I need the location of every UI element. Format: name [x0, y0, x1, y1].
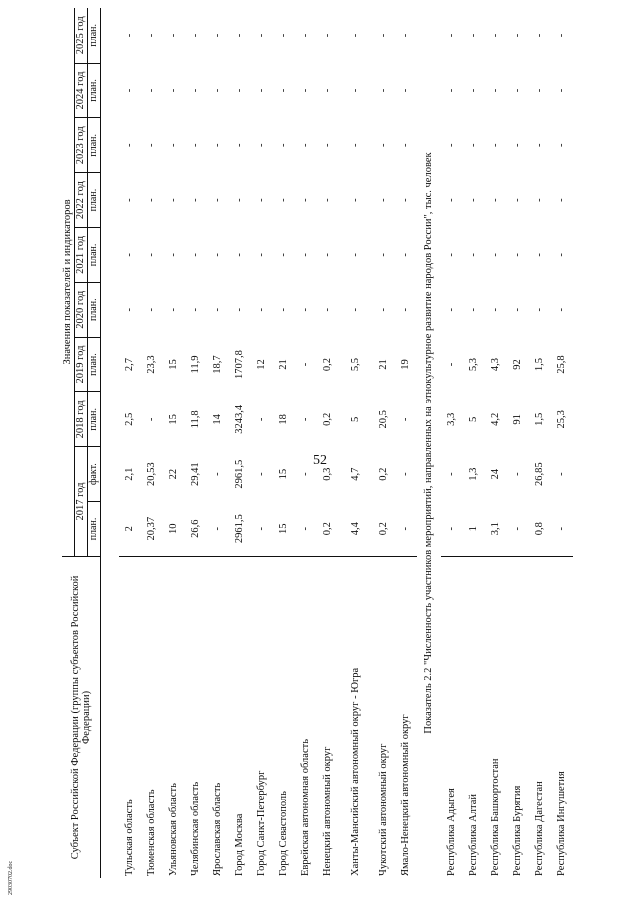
value-cell: - — [212, 33, 223, 38]
table-row — [529, 8, 551, 878]
value-cell: 29,41 — [190, 462, 201, 486]
value-cell: 2,5 — [124, 412, 135, 426]
region-name: Еврейская автономная область — [300, 739, 311, 876]
value-cell: 23,3 — [146, 355, 157, 374]
value-cell: 92 — [512, 359, 523, 370]
value-cell: - — [446, 88, 457, 93]
value-cell: 1 — [463, 502, 485, 557]
value-cell: 5 — [468, 416, 479, 422]
value-cell: 15 — [168, 359, 179, 370]
value-cell: - — [212, 198, 223, 202]
value-cell: 3243,4 — [234, 404, 245, 434]
year-header: 2021 год — [75, 228, 88, 283]
page-number: 52 — [313, 453, 327, 468]
value-cell: - — [124, 253, 135, 257]
value-cell: 25,3 — [556, 410, 567, 429]
value-cell: - — [278, 88, 289, 93]
value-cell: - — [400, 33, 411, 38]
value-cell: - — [512, 88, 523, 93]
value-cell: - — [278, 307, 289, 312]
value-cell: 10 — [163, 502, 185, 557]
year-header: 2024 год — [75, 63, 88, 118]
value-cell: - — [256, 253, 267, 257]
value-cell: - — [378, 253, 389, 257]
value-cell: 18,7 — [212, 355, 223, 374]
table-row — [507, 8, 529, 878]
value-cell: - — [446, 198, 457, 202]
value-cell: - — [512, 143, 523, 148]
region-name: Республика Алтай — [468, 793, 479, 876]
value-cell: - — [490, 253, 501, 257]
table-row — [463, 8, 485, 878]
value-cell: 5 — [350, 416, 361, 422]
subheader-cell: план. — [88, 392, 101, 447]
subheader-cell: план. — [88, 173, 101, 228]
table-row — [295, 8, 317, 878]
value-cell: 11,8 — [190, 410, 201, 429]
value-cell: - — [446, 143, 457, 148]
region-name: Ярославская область — [212, 782, 223, 876]
value-cell: 11,9 — [190, 355, 201, 374]
subheader-cell: план. — [88, 502, 101, 557]
value-cell: - — [322, 88, 333, 93]
value-cell: - — [234, 198, 245, 202]
table-row — [551, 8, 573, 878]
value-cell: - — [350, 88, 361, 93]
value-cell: - — [490, 307, 501, 312]
value-cell: - — [168, 33, 179, 38]
year-header: 2018 год — [75, 392, 88, 447]
value-cell: - — [124, 33, 135, 38]
table-row — [163, 8, 185, 878]
value-cell: - — [468, 253, 479, 257]
table-row — [317, 8, 339, 878]
value-cell: - — [322, 307, 333, 312]
value-cell: - — [300, 143, 311, 148]
value-cell: 0,2 — [317, 502, 339, 557]
value-cell: - — [534, 253, 545, 257]
indicator-caption: Показатель 2.2 "Численность участников мероприятий, направленных на этнокультурное развитие народов России", тыс. человек — [423, 152, 434, 734]
value-cell: - — [400, 417, 411, 422]
value-cell: - — [300, 253, 311, 257]
value-cell: - — [350, 198, 361, 202]
table-row — [251, 8, 273, 878]
value-cell: - — [551, 502, 573, 557]
region-name: Ульяновская область — [168, 783, 179, 876]
indicators-table — [62, 8, 573, 878]
value-cell: - — [300, 307, 311, 312]
value-cell: - — [556, 88, 567, 93]
value-cell: - — [556, 143, 567, 148]
value-cell: - — [534, 198, 545, 202]
value-cell: - — [400, 472, 411, 476]
value-cell: 0,3 — [322, 467, 333, 481]
table-row — [485, 8, 507, 878]
value-cell: - — [295, 502, 317, 557]
document-code: 29030702.doc — [8, 860, 14, 895]
value-cell: - — [212, 472, 223, 476]
region-name: Тульская область — [124, 799, 135, 876]
value-cell: - — [512, 307, 523, 312]
subheader-cell: план. — [88, 282, 101, 337]
value-cell: 0,2 — [373, 502, 395, 557]
value-cell: - — [446, 33, 457, 38]
value-cell: 91 — [512, 414, 523, 425]
value-cell: - — [534, 88, 545, 93]
value-cell: - — [378, 198, 389, 202]
value-cell: - — [278, 198, 289, 202]
value-cell: - — [446, 362, 457, 367]
value-cell: - — [190, 143, 201, 148]
value-cell: 1,5 — [534, 412, 545, 426]
value-cell: - — [278, 33, 289, 38]
value-cell: - — [490, 33, 501, 38]
value-cell: - — [512, 198, 523, 202]
value-cell: 26,6 — [185, 502, 207, 557]
value-cell: - — [300, 88, 311, 93]
value-cell: - — [146, 33, 157, 38]
value-cell: - — [146, 88, 157, 93]
region-name: Чукотский автономный округ — [378, 743, 389, 876]
value-cell: - — [378, 307, 389, 312]
region-name: Республика Адыгея — [446, 788, 457, 876]
value-cell: 18 — [278, 414, 289, 425]
value-cell: 20,5 — [378, 410, 389, 429]
region-name: Челябинская область — [190, 781, 201, 876]
value-cell: - — [212, 88, 223, 93]
value-cell: 15 — [278, 468, 289, 480]
region-name: Республика Дагестан — [534, 781, 545, 876]
values-header: Значения показателей и индикаторов — [62, 8, 75, 556]
table-row — [119, 8, 141, 878]
value-cell: - — [234, 143, 245, 148]
table-row — [141, 8, 163, 878]
value-cell: 3,1 — [485, 502, 507, 557]
value-cell: - — [256, 143, 267, 148]
value-cell: - — [190, 33, 201, 38]
value-cell: - — [556, 307, 567, 312]
value-cell: 0,2 — [378, 467, 389, 481]
value-cell: - — [556, 472, 567, 476]
value-cell: 2961,5 — [234, 459, 245, 489]
subheader-cell: план. — [88, 8, 101, 63]
subheader-cell: план. — [88, 228, 101, 283]
value-cell: - — [446, 472, 457, 476]
value-cell: 21 — [378, 359, 389, 370]
value-cell: 2 — [119, 502, 141, 557]
value-cell: - — [378, 88, 389, 93]
value-cell: - — [400, 253, 411, 257]
value-cell: 24 — [490, 468, 501, 480]
table-body — [101, 8, 574, 878]
value-cell: - — [507, 502, 529, 557]
value-cell: 25,8 — [556, 355, 567, 374]
value-cell: - — [300, 417, 311, 422]
value-cell: - — [124, 307, 135, 312]
value-cell: - — [256, 33, 267, 38]
value-cell: 15 — [273, 502, 295, 557]
region-name: Город Санкт-Петербург — [256, 770, 267, 876]
value-cell: - — [534, 143, 545, 148]
value-cell: - — [146, 198, 157, 202]
region-name: Республика Бурятия — [512, 785, 523, 876]
value-cell: - — [168, 307, 179, 312]
value-cell: 19 — [400, 359, 411, 370]
value-cell: 0,2 — [322, 412, 333, 426]
value-cell: 5,5 — [350, 357, 361, 372]
value-cell: - — [512, 253, 523, 257]
value-cell: 2,1 — [124, 467, 135, 481]
value-cell: - — [234, 88, 245, 93]
table-row — [273, 8, 295, 878]
region-name: Город Севастополь — [278, 791, 289, 876]
year-header: 2025 год — [75, 8, 88, 63]
value-cell: - — [256, 198, 267, 202]
value-cell: - — [278, 143, 289, 148]
region-name: Город Москва — [234, 813, 245, 876]
table-row — [373, 8, 395, 878]
value-cell: - — [207, 502, 229, 557]
region-name: Ямало-Ненецкий автономный округ — [400, 714, 411, 876]
value-cell: 12 — [256, 359, 267, 370]
value-cell: - — [400, 143, 411, 148]
value-cell: - — [146, 307, 157, 312]
value-cell: 1,5 — [534, 357, 545, 372]
value-cell: - — [146, 253, 157, 257]
value-cell: - — [468, 307, 479, 312]
value-cell: 1,3 — [468, 467, 479, 481]
value-cell: 20,53 — [146, 462, 157, 486]
value-cell: - — [322, 198, 333, 202]
region-name: Республика Ингушетия — [556, 771, 567, 876]
spacer-row — [101, 8, 120, 878]
indicator-row — [417, 8, 441, 878]
value-cell: - — [395, 502, 417, 557]
value-cell: - — [490, 88, 501, 93]
value-cell: - — [446, 307, 457, 312]
value-cell: 0,2 — [322, 357, 333, 372]
value-cell: 0,8 — [529, 502, 551, 557]
table-row — [441, 8, 463, 878]
value-cell: - — [468, 88, 479, 93]
value-cell: - — [212, 307, 223, 312]
value-cell: - — [400, 88, 411, 93]
value-cell: - — [534, 33, 545, 38]
value-cell: - — [378, 33, 389, 38]
subheader-cell: факт. — [88, 447, 101, 502]
value-cell: - — [168, 253, 179, 257]
value-cell: - — [441, 502, 463, 557]
value-cell: - — [400, 307, 411, 312]
value-cell: - — [278, 253, 289, 257]
rotated-table-container — [62, 8, 602, 878]
value-cell: 1707,8 — [234, 350, 245, 379]
value-cell: 4,4 — [339, 502, 373, 557]
value-cell: - — [190, 198, 201, 202]
value-cell: - — [556, 198, 567, 202]
table-row — [395, 8, 417, 878]
value-cell: - — [300, 472, 311, 476]
value-cell: - — [534, 307, 545, 312]
table-row — [185, 8, 207, 878]
value-cell: - — [146, 143, 157, 148]
value-cell: - — [124, 198, 135, 202]
value-cell: - — [400, 198, 411, 202]
value-cell: - — [350, 33, 361, 38]
value-cell: - — [300, 362, 311, 367]
value-cell: - — [322, 253, 333, 257]
value-cell: 2,7 — [124, 357, 135, 372]
value-cell: - — [512, 472, 523, 476]
year-header: 2020 год — [75, 282, 88, 337]
subheader-cell: план. — [88, 63, 101, 118]
region-name: Ханты-Мансийский автономный округ - Югра — [350, 667, 361, 876]
value-cell: - — [190, 307, 201, 312]
region-name: Республика Башкортостан — [490, 758, 501, 876]
value-cell: - — [256, 417, 267, 422]
value-cell: 5,3 — [468, 357, 479, 372]
value-cell: 15 — [168, 414, 179, 425]
value-cell: 20,37 — [141, 502, 163, 557]
value-cell: 2961,5 — [229, 502, 251, 557]
value-cell: - — [234, 253, 245, 257]
value-cell: - — [468, 143, 479, 148]
value-cell: - — [468, 33, 479, 38]
value-cell: - — [350, 143, 361, 148]
value-cell: - — [556, 33, 567, 38]
value-cell: 3,3 — [446, 412, 457, 426]
year-header: 2023 год — [75, 118, 88, 173]
subheader-cell: план. — [88, 337, 101, 392]
value-cell: 4,7 — [350, 467, 361, 481]
value-cell: 21 — [278, 359, 289, 370]
table-row — [229, 8, 251, 878]
year-header: 2017 год — [75, 447, 88, 557]
value-cell: 4,3 — [490, 357, 501, 372]
year-header: 2022 год — [75, 173, 88, 228]
value-cell: - — [168, 88, 179, 93]
value-cell: - — [446, 253, 457, 257]
value-cell: - — [468, 198, 479, 202]
value-cell: - — [146, 417, 157, 422]
value-cell: 26,85 — [534, 462, 545, 486]
value-cell: 4,2 — [490, 412, 501, 426]
value-cell: - — [378, 143, 389, 148]
value-cell: - — [350, 253, 361, 257]
value-cell: 14 — [212, 414, 223, 425]
value-cell: - — [212, 253, 223, 257]
year-header: 2019 год — [75, 337, 88, 392]
value-cell: - — [234, 33, 245, 38]
subheader-cell: план. — [88, 118, 101, 173]
value-cell: - — [490, 198, 501, 202]
region-name: Тюменская область — [146, 789, 157, 876]
value-cell: - — [168, 198, 179, 202]
value-cell: - — [190, 88, 201, 93]
value-cell: - — [322, 33, 333, 38]
value-cell: - — [256, 88, 267, 93]
table-row — [207, 8, 229, 878]
value-cell: 22 — [168, 468, 179, 480]
value-cell: - — [300, 198, 311, 202]
value-cell: - — [212, 143, 223, 148]
value-cell: - — [556, 253, 567, 257]
value-cell: - — [300, 33, 311, 38]
value-cell: - — [256, 307, 267, 312]
value-cell: - — [124, 88, 135, 93]
value-cell: - — [124, 143, 135, 148]
value-cell: - — [168, 143, 179, 148]
subject-column-header: Субъект Российской Федерации (группы субъектов Российской Федерации) — [62, 556, 101, 878]
value-cell: - — [256, 472, 267, 476]
value-cell: - — [234, 307, 245, 312]
value-cell: - — [512, 33, 523, 38]
region-name: Ненецкий автономный округ — [322, 746, 333, 876]
value-cell: - — [190, 253, 201, 257]
table-row — [339, 8, 373, 878]
value-cell: - — [251, 502, 273, 557]
value-cell: - — [490, 143, 501, 148]
value-cell: - — [350, 307, 361, 312]
value-cell: - — [322, 143, 333, 148]
